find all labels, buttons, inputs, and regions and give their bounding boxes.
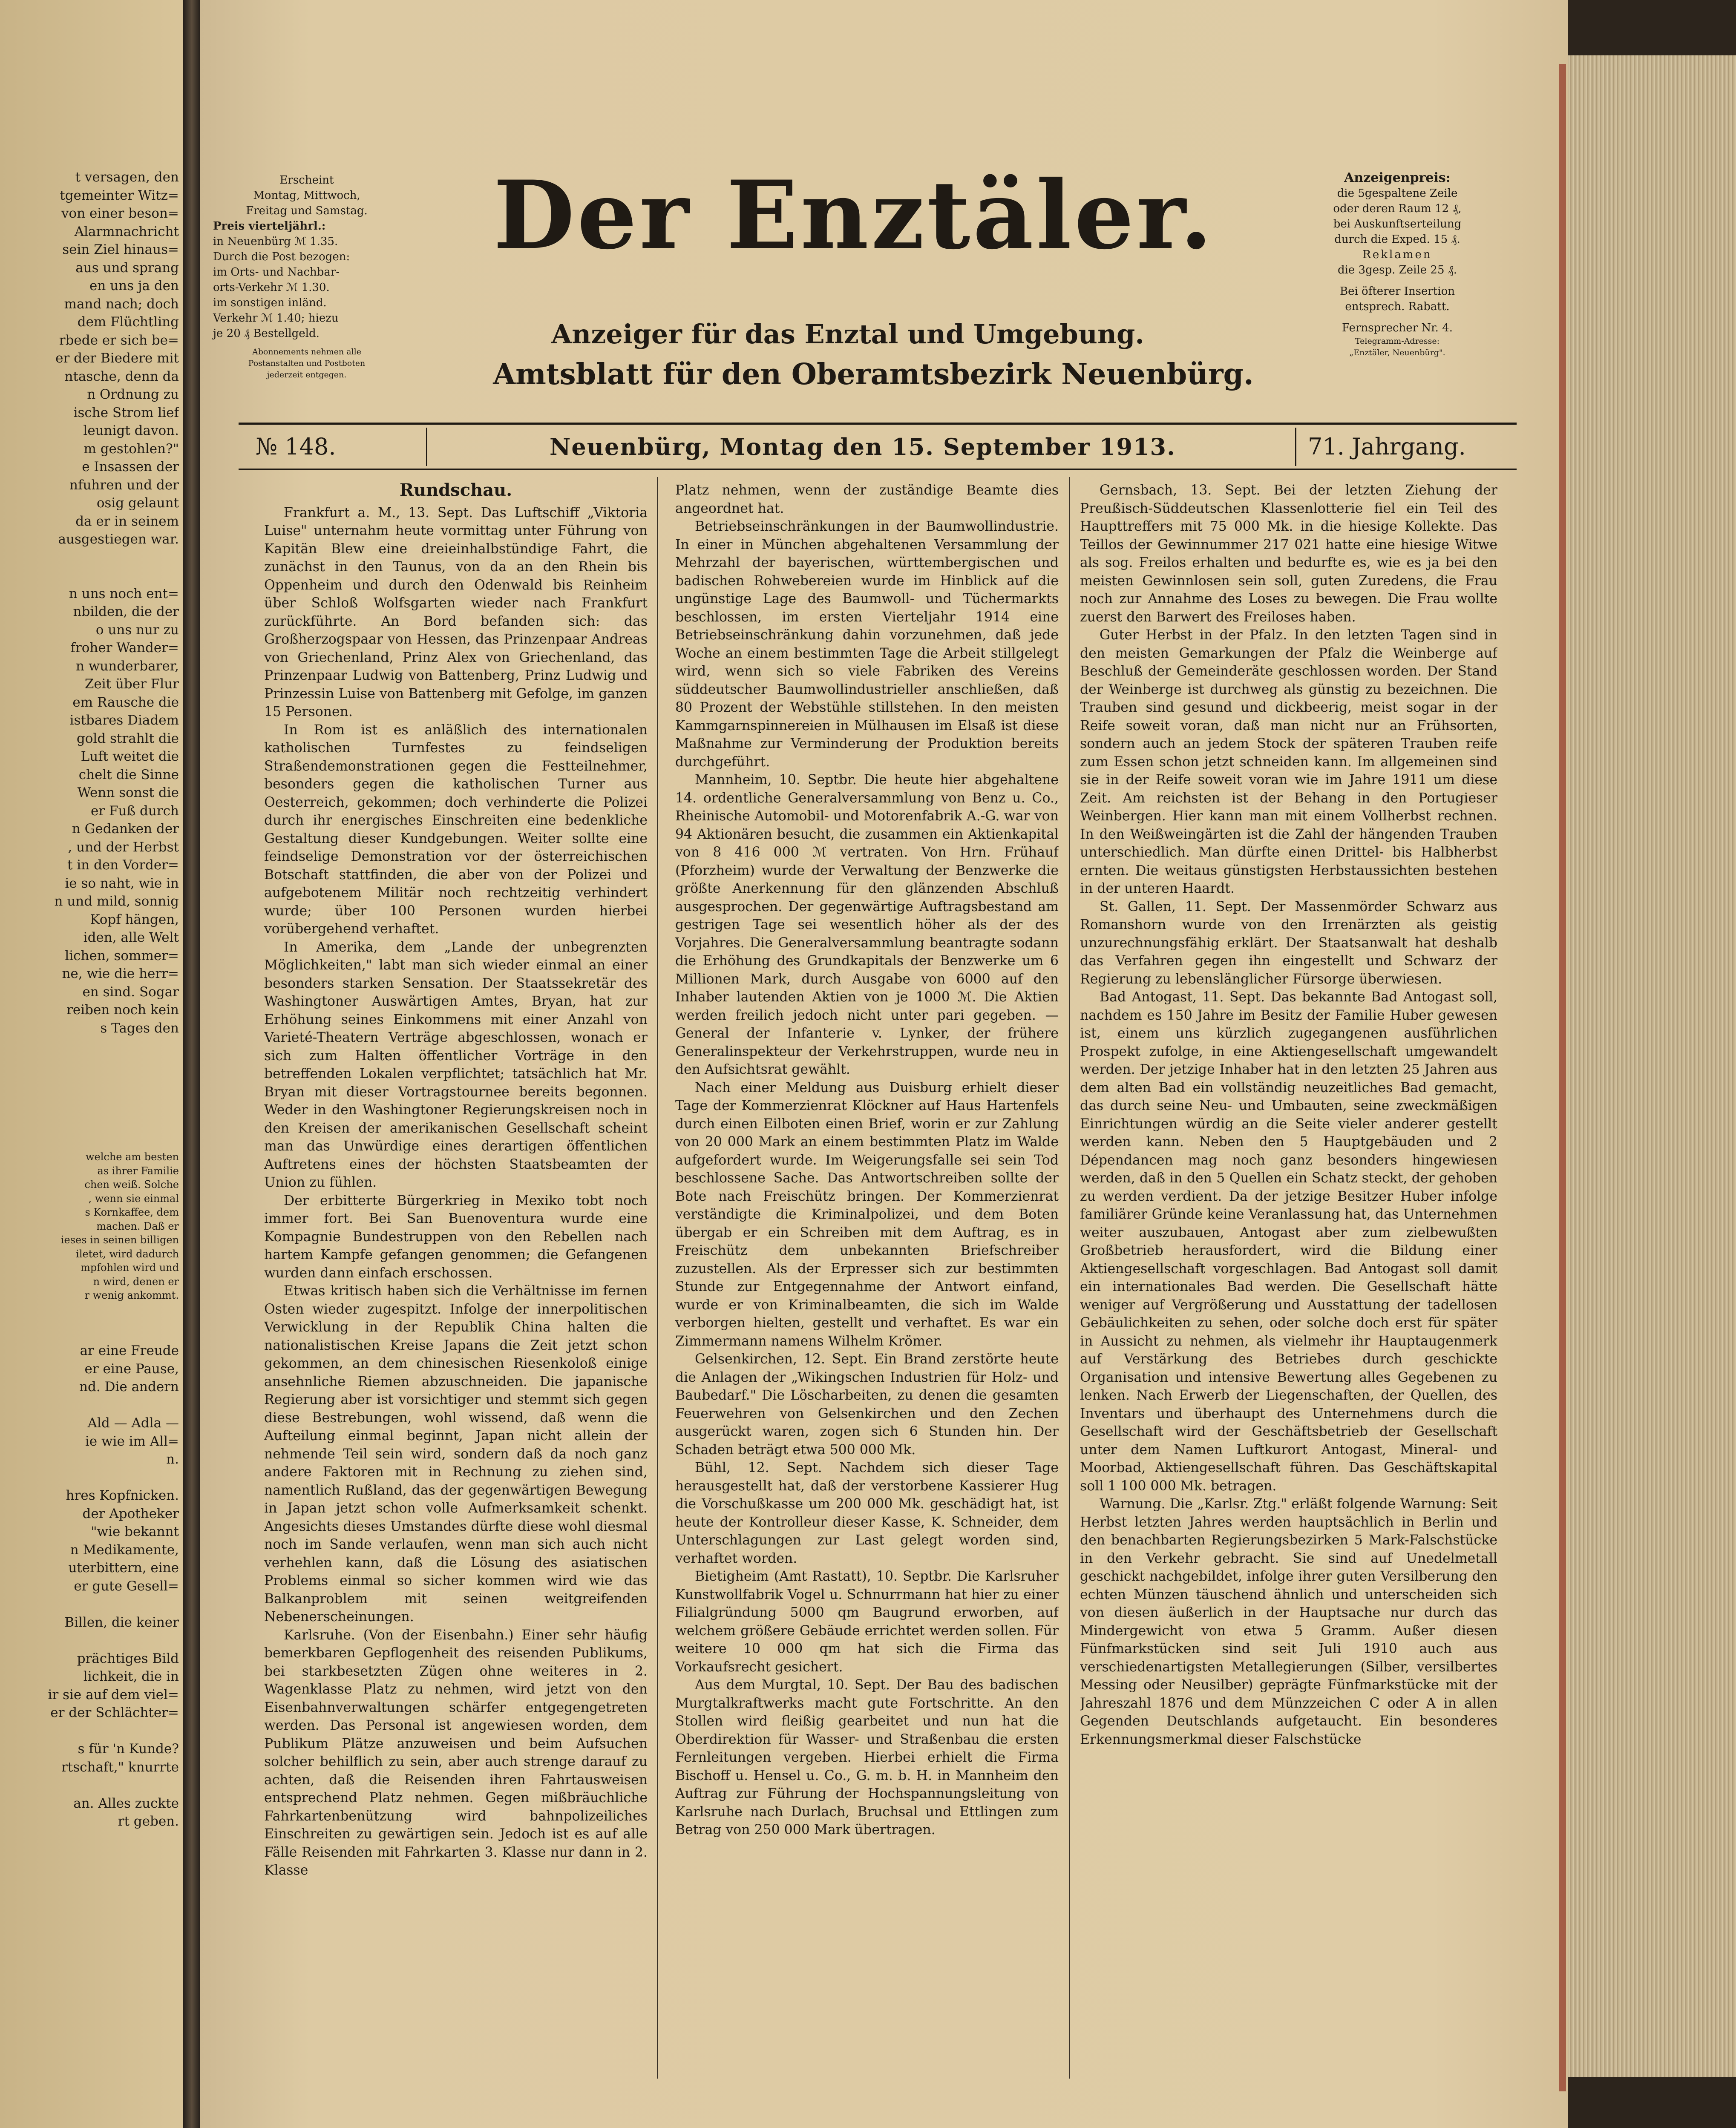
fragment-line: n Gedanken der [72,821,179,837]
article: Warnung. Die „Karlsr. Ztg." erläßt folgende Warnung: Seit Herbst letzten Jahres werden hauptsächlich in Berlin und den benachbarten Regierungsbezirken 5 Mark-Falschstücke in den Verkehr gebracht. Sie sind auf Unedelmetall geschickt nachgebildet, infolge ihrer guten Versilberung den echten Münzen täuschend ähnlich und unterscheiden sich von diesen äußerlich in der Hauptsache nur durch das Mindergewicht von etwa 5 Gramm. Außer diesen Fünfmarkstücken sind seit Juli 1910 auch aus verschiedenartigsten Metallegierungen (Silber, versilbertes Messing oder Neusilber) geprägte Fünfmarkstücke mit der Jahreszahl 1876 und dem Münzzeichen C oder A in allen Gegenden Deutschlands aufgetaucht. Ein besonderes Erkennungsmerkmal dieser Falschstücke [1080,1496,1497,1747]
article: Der erbitterte Bürgerkrieg in Mexiko tobt noch immer fort. Bei San Buenoventura wurde eine Kompagnie Bundestruppen von den Rebellen nach hartem Kampfe gefangen genommen; die Gefangenen wurden dann einfach erschossen. [264,1193,648,1281]
fragment-line: ntasche, denn da [64,368,179,384]
fragment-line [0,1469,179,1487]
article: Mannheim, 10. Septbr. Die heute hier abgehaltene 14. ordentliche Generalversammlung von Benz u. Co., Rheinische Automobil- und Motorenfabrik A.-G. war von 94 Aktionären besucht, die zusammen ein Aktienkapital von 8 416 000 ℳ vertraten. Von Hrn. Frühauf (Pforzheim) wurde der Verwaltung der Benzwerke die größte Anerkennung für den glänzenden Abschluß ausgesprochen. Der gegenwärtige Auftragsbestand am gestrigen Tage sei wesentlich höher als der des Vorjahres. Die Generalversammlung beantragte sodann die Erhöhung des Grundkapitals der Benzwerke um 6 Millionen Mark, durch Ausgabe von 6000 auf den Inhaber lautenden Aktien von je 1000 ℳ. Die Aktien werden freilich jedoch nicht unter pari gegeben. — General der Infanterie v. Lynker, der frühere Generalinspekteur der Verkehrstruppen, wurde neu in den Aufsichtsrat gewählt. [675,772,1059,1077]
binding-edge [1559,64,1566,2091]
fragment-line: en sind. Sogar [82,984,179,1000]
article: Bietigheim (Amt Rastatt), 10. Septbr. Die Karlsruher Kunstwollfabrik Vogel u. Schnurrmann hat hier zu einer Filialgründung 5000 qm Baugrund erworben, auf welchem größere Gebäude errichtet werden sollen. Für weitere 10 000 qm hat sich die Firma das Vorkaufsrecht gesichert. [675,1569,1059,1675]
info-line: Freitag und Samstag. [246,204,368,217]
fragment-line: nbilden, die der [73,604,179,619]
info-line: in Neuenbürg ℳ 1.35. [213,235,338,248]
fragment-line: welche am besten [85,1151,179,1163]
info-line: je 20 ₰ Bestellgeld. [213,327,320,340]
info-line: Erscheint [279,174,334,187]
page-edges [1568,0,1736,2128]
fragment-line [0,1722,179,1740]
rates-line: Bei öfterer Insertion [1339,285,1455,298]
fragment-line: machen. Daß er [96,1220,179,1232]
article: Bühl, 12. Sept. Nachdem sich dieser Tage herausgestellt hat, daß der verstorbene Kassierer Hug die Vorschußkasse um 200 000 Mk. geschädigt hat, ist heute der Kontrolleur dieser Kasse, K. Schneider, dem Unterschlagungen zur Last gelegt worden sind, verhaftet worden. [675,1460,1059,1566]
issue-divider [426,428,427,466]
fragment-line: ieses in seinen billigen [60,1234,179,1246]
fragment-line: o uns nur zu [95,622,179,638]
issue-volume: 71. Jahrgang. [1308,433,1466,460]
fragment-line: Luft weitet die [81,749,179,764]
fragment-line: lichkeit, die in [83,1669,179,1684]
column-2 [675,481,1059,2125]
fragment-line: s Tages den [100,1020,179,1036]
masthead-rule-top [239,423,1517,425]
fragment-line: rbede er sich be= [59,332,179,348]
fragment-line: s Kornkaffee, dem [85,1206,179,1218]
fragment-line: n Ordnung zu [87,387,179,402]
fragment-line: er der Biedere mit [55,351,179,366]
info-line: Verkehr ℳ 1.40; hiezu [213,312,339,325]
fragment-line: mand nach; doch [64,296,179,312]
rates-line: bei Auskunftserteilung [1333,218,1462,230]
book-spine [183,0,200,2128]
fragment-line: er Fuß durch [90,803,179,819]
info-line: Durch die Post bezogen: [213,250,350,263]
fragment-line: mpfohlen wird und [81,1262,179,1274]
rates-fineprint: „Enztäler, Neuenbürg". [1349,348,1445,357]
fragment-line: sein Ziel hinaus= [62,242,179,257]
fragment-line: da er in seinem [75,513,179,529]
article: Gernsbach, 13. Sept. Bei der letzten Ziehung der Preußisch-Süddeutschen Klassenlotterie fiel ein Teil des Haupttreffers mit 75 000 Mk. in die hiesige Kollekte. Das Teillos der Gewinnummer 217 021 hatte eine hiesige Witwe als sog. Freilos erhalten und bedurfte es, wie es ja bei den meisten Gewinnlosen sein soll, guten Zuredens, die Frau noch zur Annahme des Loses zu bewegen. Die Frau wollte zuerst den Barwert des Freiloses haben. [1080,483,1497,625]
column-rule [657,477,658,2079]
article: Gelsenkirchen, 12. Sept. Ein Brand zerstörte heute die Anlagen der „Wikingschen Industrien für Holz- und Baubedarf." Die Löscharbeiten, zu denen die gesamten Feuerwehren von Gelsenkirchen und den Zechen ausgerückt waren, zogen sich 6 Stunden hin. Der Schaden beträgt etwa 500 000 Mk. [675,1352,1059,1458]
section-heading: Rundschau. [399,481,512,500]
rates-line: die 3gesp. Zeile 25 ₰. [1337,264,1457,276]
fragment-line: iletet, wird dadurch [76,1248,179,1260]
fragment-line: , und der Herbst [68,839,179,855]
info-line: Preis vierteljährl.: [213,220,326,233]
fragment-line: von einer beson= [61,206,179,221]
fragment-line: istbares Diadem [69,713,179,728]
column-1 [264,481,648,2125]
fragment-line: nfuhren und der [69,477,179,493]
fragment-line: ie so naht, wie in [65,875,179,891]
fragment-line: osig gelaunt [96,495,179,511]
fragment-line: er der Schlächter= [50,1705,179,1720]
rates-line: Fernsprecher Nr. 4. [1342,322,1453,334]
fragment-line: n wird, denen er [93,1275,179,1288]
info-fineprint: Abonnements nehmen alle [252,347,361,357]
fragment-line: rtschaft," knurrte [61,1759,179,1775]
fragment-line: ausgestiegen war. [58,532,179,547]
fragment-line: dem Flüchtling [77,314,179,330]
info-fineprint: Postanstalten und Postboten [248,359,366,368]
fragment-line: Wenn sonst die [77,785,179,800]
fragment-line: n Medikamente, [70,1542,179,1558]
fragment-line: ar eine Freude [80,1343,179,1358]
fragment-line: n uns noch ent= [69,586,179,601]
fragment-line [0,549,179,567]
fragment-line: tgemeinter Witz= [60,187,179,203]
fragment-line: e Insassen der [82,459,179,474]
publication-info [213,173,400,381]
article: Frankfurt a. M., 13. Sept. Das Luftschiff „Viktoria Luise" unternahm heute vormittag unter Führung von Kapitän Blew eine dreieinhalbstündige Fahrt, die zunächst in den Taunus, von da an den Rhein bis Oppenheim und durch den Odenwald bis Reinheim über Schloß Wolfsgarten wieder nach Frankfurt zurückführte. An Bord befanden sich: das Großherzogspaar von Hessen, das Prinzenpaar Andreas von Griechenland, Prinz Alex von Griechenland, das Prinzenpaar Ludwig von Battenberg, Prinz Ludwig und Prinzessin Luise von Battenberg mit Gefolge, im ganzen 15 Personen. [264,505,648,719]
fragment-line: "wie bekannt [91,1524,179,1539]
fragment-line: hres Kopfnicken. [66,1488,179,1503]
fragment-line: s für 'n Kunde? [78,1741,179,1757]
fragment-line [0,1595,179,1613]
fragment-line: nd. Die andern [79,1379,179,1395]
fragment-line: ie wie im All= [85,1433,179,1449]
article: Betriebseinschränkungen in der Baumwollindustrie. In einer in München abgehaltenen Versammlung der Mehrzahl der bayerischen, württembergischen und badischen Rohwebereien wurde im Hinblick auf die ungünstige Lage des Baumwoll- und Tüchermarkts beschlossen, im ersten Vierteljahr 1914 eine Betriebseinschränkung dahin vorzunehmen, daß jede Woche an einem bestimmten Tage die Arbeit stillgelegt wird, wenn sich so viele Fabriken des Vereins süddeutscher Baumwollindustrieller anschließen, daß 80 Prozent der Webstühle stillstehen. In den meisten Kammgarnspinnereien in Mülhausen im Elsaß ist diese Maßnahme zur Verminderung der Produktion bereits durchgeführt. [675,519,1059,770]
fragment-line: em Rausche die [72,694,179,710]
info-line: im Orts- und Nachbar- [213,266,340,279]
advertising-rates [1304,170,1491,359]
article: Karlsruhe. (Von der Eisenbahn.) Einer sehr häufig bemerkbaren Gepflogenheit des reisenden Publikums, bei starkbesetzten Zügen ohne weiteres in 2. Wagenklasse Platz zu nehmen, wird jetzt von den Eisenbahnverwaltungen schärfer entgegengetreten werden. Das Personal ist angewiesen worden, dem Publikum Plätze anzuweisen und beim Aufsuchen solcher behilflich zu sein, aber auch strenge darauf zu achten, daß die Reisenden ihren Fahrtausweisen entsprechend Platz nehmen. Gegen mißbräuchliche Fahrkartenbenützung wird bahnpolizeiliches Einschreiten zu gewärtigen sein. Jedoch ist es auf alle Fälle Reisenden mit Fahrkarten 3. Klasse nur dann in 2. Klasse [264,1627,648,1878]
article: Aus dem Murgtal, 10. Sept. Der Bau des badischen Murgtalkraftwerks macht gute Fortschritte. An den Stollen wird fleißig gearbeitet und nun hat die Oberdirektion für Wasser- und Straßenbau die ersten Fernleitungen vergeben. Hierbei erhielt die Firma Bischoff u. Hensel u. Co., G. m. b. H. in Mannheim den Auftrag zur Führung der Hochspannungsleitung von Karlsruhe nach Durlach, Bruchsal und Ettlingen zum Betrag von 250 000 Mark übertragen. [675,1677,1059,1838]
masthead-title: Der Enztäler. [493,160,1215,270]
fragment-line: ir sie auf dem viel= [48,1687,179,1702]
fragment-line: m gestohlen?" [83,441,179,457]
fragment-line: er eine Pause, [84,1361,179,1377]
rates-fineprint: Telegramm-Adresse: [1355,336,1440,346]
fragment-line [0,1396,179,1415]
fragment-line: uterbittern, eine [68,1560,179,1576]
article-continued: Platz nehmen, wenn der zuständige Beamte dies angeordnet hat. [675,483,1059,516]
fragment-line: ne, wie die herr= [62,966,179,981]
fragment-line: n und mild, sonnig [54,894,179,909]
fragment-line: Kopf hängen, [90,912,179,927]
info-line: orts-Verkehr ℳ 1.30. [213,281,330,294]
fragment-line [0,1776,179,1794]
rates-line: oder deren Raum 12 ₰, [1333,202,1462,215]
rates-line: entsprech. Rabatt. [1345,300,1450,313]
fragment-line: an. Alles zuckte [73,1795,179,1811]
article: Bad Antogast, 11. Sept. Das bekannte Bad Antogast soll, nachdem es 150 Jahre im Besitz der Familie Huber gewesen ist, einem uns kürzlich zugegangenen ausführlichen Prospekt zufolge, in eine Aktiengesellschaft umgewandelt werden. Der jetzige Inhaber hat in den letzten 25 Jahren aus dem alten Bad ein vollständig neuzeitliches Bad gemacht, das durch seine Neu- und Umbauten, seine zweckmäßigen Einrichtungen würdig an die Seite vieler anderer gestellt werden kann. Neben den 5 Hauptgebäuden und 2 Dépendancen mag noch ganz besonders hingewiesen werden, daß in den 5 Quellen ein Schatz steckt, der gehoben zu werden verdient. Da der jetzige Besitzer Huber infolge familiärer Gründe keine Veranlassung hat, das Unternehmen weiter auszubauen, Antogast aber zum zielbewußten Großbetrieb herausfordert, wird die Bildung einer Aktiengesellschaft vorgeschlagen. Bad Antogast soll damit ein internationales Bad werden. Die Gesellschaft hätte weniger auf Vergrößerung und Ausstattung der tadellosen Gebäulichkeiten zu sehen, oder solche doch erst für später in Aussicht zu nehmen, als vielmehr ihr Hauptaugenmerk auf Verstärkung des Betriebes durch geschickte Organisation und intensive Bewertung alles Gegebenen zu lenken. Nach Erwerb der Liegenschaften, der Quellen, des Inventars und überhaupt des Unternehmens durch die Gesellschaft wird der Geschäftsbetrieb der Gesellschaft unter dem Namen Luftkurort Antogast, Mineral- und Moorbad, Aktiengesellschaft führen. Das Geschäftskapital soll 1 100 000 Mk. betragen. [1080,989,1497,1494]
fragment-line: en uns ja den [89,278,179,293]
issue-place-date: Neuenbürg, Montag den 15. September 1913. [550,433,1176,460]
fragment-line: leunigt davon. [83,423,179,438]
fragment-line: ische Strom lief [73,405,179,420]
fragment-line: prächtiges Bild [77,1651,179,1666]
fragment-line: reiben noch kein [66,1002,179,1018]
fragment-line: as ihrer Familie [97,1165,179,1177]
fragment-line: r wenig ankommt. [84,1289,179,1301]
fragment-line: Ald — Adla — [87,1415,179,1431]
article: Nach einer Meldung aus Duisburg erhielt dieser Tage der Kommerzienrat Klöckner auf Haus Hartenfels durch einen Eilboten einen Brief, worin er zur Zahlung von 20 000 Mark an einem bestimmten Platz im Walde aufgefordert wurde. Im Weigerungsfalle sei sein Tod beschlossene Sache. Das Antwortschreiben sollte der Bote nach Freischütz bringen. Der Kommerzienrat verständigte die Kriminalpolizei, und dem Boten übergab er ein Schreiben mit dem Auftrag, es in Freischütz dem unbekannten Briefschreiber zuzustellen. Als der Erpresser sich zur bestimmten Stunde zur Entgegennahme der Antwort einfand, wurde er von Kriminalbeamten, die sich im Walde verborgen hielten, gestellt und verhaftet. Es war ein Zimmermann namens Wilhelm Krömer. [675,1080,1059,1349]
fragment-line [0,1631,179,1650]
fragment-line: gold strahlt die [76,730,179,746]
column-3 [1080,481,1497,2125]
fragment-line: , wenn sie einmal [88,1192,179,1205]
fragment-line: chelt die Sinne [78,767,179,782]
article: In Amerika, dem „Lande der unbegrenzten Möglichkeiten," labt man sich wieder einmal an einer besonders starken Sensation. Der Staatssekretär des Washingtoner Auswärtigen Amtes, Bryan, hat zur Erhöhung seines Einkommens mit einer Anzahl von Varieté-Theatern Verträge abgeschlossen, wonach er sich zum Halten öffentlicher Vorträge in den betreffenden Lokalen verpflichtet; tatsächlich hat Mr. Bryan mit dieser Vortragstournee bereits begonnen. Weder in den Washingtoner Regierungskreisen noch in den Kreisen der amerikanischen Gesellschaft scheint man das Unwürdige eines derartigen öffentlichen Auftretens eines der höchsten Staatsbeamten der Union zu fühlen. [264,939,648,1190]
rates-heading: Anzeigenpreis: [1344,170,1451,185]
fragment-line: aus und sprang [75,260,179,276]
fragment-line: Zeit über Flur [84,676,179,692]
masthead-subtitle: Anzeiger für das Enztal und Umgebung. [551,319,1144,350]
fragment-line: rt geben. [118,1814,179,1829]
fragment-line: n. [166,1452,179,1467]
masthead-rule-bottom [239,469,1517,470]
fragment-line: froher Wander= [70,640,179,656]
fragment-line [0,567,179,585]
article: In Rom ist es anläßlich des internationalen katholischen Turnfestes zu feindseligen Straßendemonstrationen gegen die Festteilnehmer, besonders gegen die katholischen Turner aus Oesterreich, gekommen; doch verhinderte die Polizei durch ihr energisches Einschreiten eine bedenkliche Gestaltung dieser Kundgebungen. Weiter sollte eine feindselige Demonstration vor der österreichischen Botschaft stattfinden, die aber von der Polizei und aufgebotenem Militär noch rechtzeitig verhindert wurde; über 100 Personen wurden hierbei vorübergehend verhaftet. [264,722,648,937]
info-fineprint: jederzeit entgegen. [267,370,347,380]
fragment-line: Billen, die keiner [64,1614,179,1630]
fragment-line: Alarmnachricht [74,224,179,239]
fragment-line: n wunderbarer, [75,658,179,674]
fragment-line: der Apotheker [82,1506,179,1521]
fragment-line: t in den Vorder= [67,857,179,873]
article: Etwas kritisch haben sich die Verhältnisse im fernen Osten wieder zugespitzt. Infolge der innerpolitischen Verwicklung in der Republik China halten die nationalistischen Kreise Japans die Zeit jetzt schon gekommen, an dem chinesischen Riesenkoloß einige ansehnliche Riemen abzuschneiden. Die japanische Regierung aber ist vorsichtiger und stemmt sich gegen diese Bestrebungen, wohl wissend, daß wenn die Aufteilung einmal beginnt, Japan nicht allein der nehmende Teil sein wird, sondern daß da noch ganz andere Faktoren mit in Rechnung zu ziehen sind, namentlich Rußland, das der gegenwärtigen Bewegung in Japan jetzt schon volle Aufmerksamkeit schenkt. Angesichts dieses Umstandes dürfte diese wohl diesmal noch im Sande verlaufen, wenn man sich auch nicht verhehlen kann, daß die Lösung des asiatischen Problems einmal so sicher kommen wird wie das Balkanproblem mit seinen weitgreifenden Nebenerscheinungen. [264,1283,648,1625]
article: St. Gallen, 11. Sept. Der Massenmörder Schwarz aus Romanshorn wurde von den Irrenärzten als geistig unzurechnungsfähig erklärt. Der Staatsanwalt hat deshalb das Verfahren gegen ihn eingestellt und Schwarz der Regierung zu lebenslänglicher Fürsorge überwiesen. [1080,899,1497,987]
rates-line: die 5gespaltene Zeile [1337,187,1458,200]
rates-line: durch die Exped. 15 ₰. [1334,233,1460,246]
fragment-line: lichen, sommer= [65,948,179,963]
column-rule [1069,477,1070,2079]
info-line: im sonstigen inländ. [213,296,327,309]
previous-page-fragment [0,0,187,2128]
fragment-line: iden, alle Welt [83,930,179,945]
fragment-line: chen weiß. Solche [84,1179,179,1191]
rates-line: Reklamen [1362,248,1432,261]
masthead-subtitle-official: Amtsblatt für den Oberamtsbezirk Neuenbürg. [493,357,1254,391]
article: Guter Herbst in der Pfalz. In den letzten Tagen sind in den meisten Gemarkungen der Pfalz die Weinberge auf Beschluß der Gemeinderäte geschlossen worden. Der Stand der Weinberge ist durchweg als günstig zu bezeichnen. Die Trauben sind gesund und dickbeerig, meist sogar in der Reife soweit voran, daß man nicht nur an Frühsorten, sondern auch an jedem Stock der späteren Trauben reife zum Essen schon jetzt schneiden kann. Im allgemeinen sind sie in der Reife soweit voran wie im Jahre 1911 um diese Zeit. Am reichsten ist der Behang in den Portugieser Weinbergen. Hier kann man mit einem Vollherbst rechnen. In den Weißweingärten ist die Zahl der hängenden Trauben unterschiedlich. Man dürfte einen Drittel- bis Halbherbst ernten. Die weitaus günstigsten Herbstaussichten bestehen in der unteren Haardt. [1080,627,1497,896]
issue-divider [1295,428,1296,466]
issue-number: № 148. [256,433,336,460]
info-line: Montag, Mittwoch, [253,189,360,202]
fragment-line: t versagen, den [75,170,179,185]
fragment-line: er gute Gesell= [74,1578,179,1594]
